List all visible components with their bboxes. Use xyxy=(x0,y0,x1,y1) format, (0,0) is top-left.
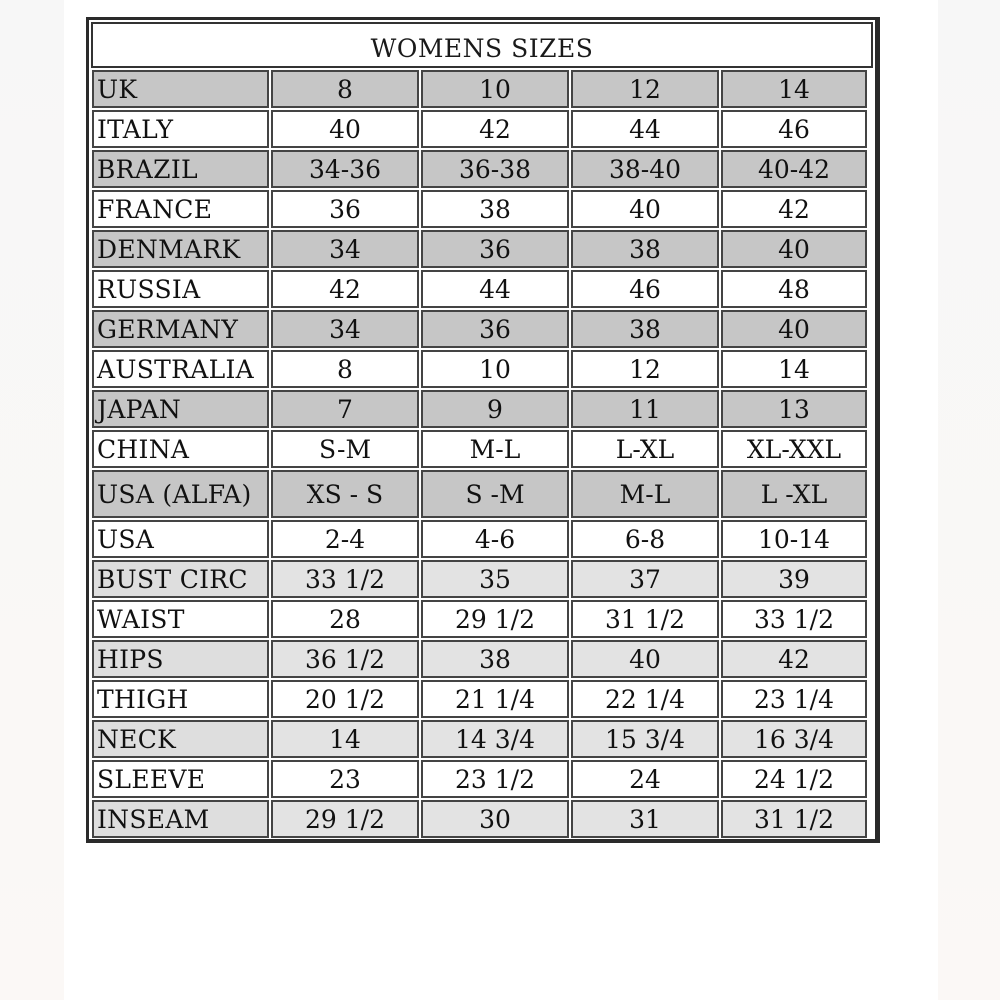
table-row xyxy=(91,230,873,270)
row-label: RUSSIA xyxy=(92,270,269,308)
size-cell: 40 xyxy=(721,310,867,348)
size-cell: 34-36 xyxy=(271,150,419,188)
size-cell: 22 1/4 xyxy=(571,680,719,718)
table-row xyxy=(91,70,873,110)
size-cell: 38 xyxy=(421,640,569,678)
size-cell: 29 1/2 xyxy=(421,600,569,638)
size-cell: M-L xyxy=(571,470,719,518)
size-cell: 35 xyxy=(421,560,569,598)
size-cell: 42 xyxy=(271,270,419,308)
size-cell: 30 xyxy=(421,800,569,838)
size-cell: 33 1/2 xyxy=(721,600,867,638)
table-row xyxy=(91,600,873,640)
size-cell: 39 xyxy=(721,560,867,598)
size-cell: 2-4 xyxy=(271,520,419,558)
table-row xyxy=(91,760,873,800)
table-row xyxy=(91,390,873,430)
size-cell: 16 3/4 xyxy=(721,720,867,758)
size-cell: 6-8 xyxy=(571,520,719,558)
size-cell: 38 xyxy=(571,310,719,348)
size-cell: 10 xyxy=(421,350,569,388)
size-cell: 12 xyxy=(571,350,719,388)
table-row xyxy=(91,150,873,190)
row-label: FRANCE xyxy=(92,190,269,228)
table-row xyxy=(91,350,873,390)
row-label: CHINA xyxy=(92,430,269,468)
size-cell: 29 1/2 xyxy=(271,800,419,838)
size-cell: 40-42 xyxy=(721,150,867,188)
size-cell: 4-6 xyxy=(421,520,569,558)
size-cell: XS - S xyxy=(271,470,419,518)
size-cell: 13 xyxy=(721,390,867,428)
table-row xyxy=(91,720,873,760)
size-cell: 15 3/4 xyxy=(571,720,719,758)
row-label: USA xyxy=(92,520,269,558)
size-cell: 14 3/4 xyxy=(421,720,569,758)
size-cell: 28 xyxy=(271,600,419,638)
row-label: ITALY xyxy=(92,110,269,148)
size-cell: 36 xyxy=(421,230,569,268)
size-cell: 10 xyxy=(421,70,569,108)
row-label: UK xyxy=(92,70,269,108)
table-row xyxy=(91,800,873,840)
size-cell: L-XL xyxy=(571,430,719,468)
size-cell: 8 xyxy=(271,350,419,388)
row-label: THIGH xyxy=(92,680,269,718)
table-row xyxy=(91,470,873,520)
table-row xyxy=(91,520,873,560)
size-cell: 23 1/4 xyxy=(721,680,867,718)
size-cell: 21 1/4 xyxy=(421,680,569,718)
size-cell: 33 1/2 xyxy=(271,560,419,598)
size-cell: 20 1/2 xyxy=(271,680,419,718)
size-cell: XL-XXL xyxy=(721,430,867,468)
size-cell: 10-14 xyxy=(721,520,867,558)
row-label: JAPAN xyxy=(92,390,269,428)
size-cell: 44 xyxy=(421,270,569,308)
size-cell: 34 xyxy=(271,230,419,268)
size-cell: 14 xyxy=(271,720,419,758)
size-cell: 36 xyxy=(271,190,419,228)
size-cell: 14 xyxy=(721,70,867,108)
left-blur-margin xyxy=(0,0,64,1000)
size-cell: 14 xyxy=(721,350,867,388)
table-row xyxy=(91,310,873,350)
size-cell: L -XL xyxy=(721,470,867,518)
size-cell: 31 1/2 xyxy=(721,800,867,838)
table-row xyxy=(91,640,873,680)
row-label: NECK xyxy=(92,720,269,758)
size-cell: 8 xyxy=(271,70,419,108)
size-cell: 46 xyxy=(721,110,867,148)
size-cell: 38 xyxy=(421,190,569,228)
table-row xyxy=(91,190,873,230)
size-cell: 40 xyxy=(571,190,719,228)
row-label: BRAZIL xyxy=(92,150,269,188)
size-cell: 40 xyxy=(721,230,867,268)
right-blur-margin xyxy=(938,0,1000,1000)
table-row xyxy=(91,560,873,600)
size-cell: 44 xyxy=(571,110,719,148)
size-cell: 34 xyxy=(271,310,419,348)
size-cell: 40 xyxy=(271,110,419,148)
size-cell: 23 1/2 xyxy=(421,760,569,798)
size-cell: 38-40 xyxy=(571,150,719,188)
row-label: BUST CIRC xyxy=(92,560,269,598)
table-row xyxy=(91,110,873,150)
row-label: GERMANY xyxy=(92,310,269,348)
table-title: WOMENS SIZES xyxy=(91,22,873,68)
size-cell: 40 xyxy=(571,640,719,678)
size-cell: 42 xyxy=(421,110,569,148)
row-label: HIPS xyxy=(92,640,269,678)
size-cell: 31 1/2 xyxy=(571,600,719,638)
size-cell: 31 xyxy=(571,800,719,838)
size-chart-table xyxy=(86,17,880,843)
size-cell: 48 xyxy=(721,270,867,308)
row-label: SLEEVE xyxy=(92,760,269,798)
row-label: WAIST xyxy=(92,600,269,638)
table-row xyxy=(91,270,873,310)
size-cell: 11 xyxy=(571,390,719,428)
size-cell: 36 xyxy=(421,310,569,348)
size-cell: 36 1/2 xyxy=(271,640,419,678)
table-row xyxy=(91,430,873,470)
row-label: DENMARK xyxy=(92,230,269,268)
size-cell: 23 xyxy=(271,760,419,798)
row-label: AUSTRALIA xyxy=(92,350,269,388)
table-row xyxy=(91,680,873,720)
size-cell: 38 xyxy=(571,230,719,268)
size-cell: 24 xyxy=(571,760,719,798)
size-cell: 42 xyxy=(721,190,867,228)
size-cell: 42 xyxy=(721,640,867,678)
size-grid xyxy=(91,70,873,840)
row-label: INSEAM xyxy=(92,800,269,838)
size-cell: 46 xyxy=(571,270,719,308)
size-cell: 37 xyxy=(571,560,719,598)
size-cell: 24 1/2 xyxy=(721,760,867,798)
size-cell: S-M xyxy=(271,430,419,468)
row-label: USA (ALFA) xyxy=(92,470,269,518)
size-cell: 12 xyxy=(571,70,719,108)
size-cell: 9 xyxy=(421,390,569,428)
size-cell: S -M xyxy=(421,470,569,518)
size-cell: 7 xyxy=(271,390,419,428)
size-cell: 36-38 xyxy=(421,150,569,188)
size-cell: M-L xyxy=(421,430,569,468)
